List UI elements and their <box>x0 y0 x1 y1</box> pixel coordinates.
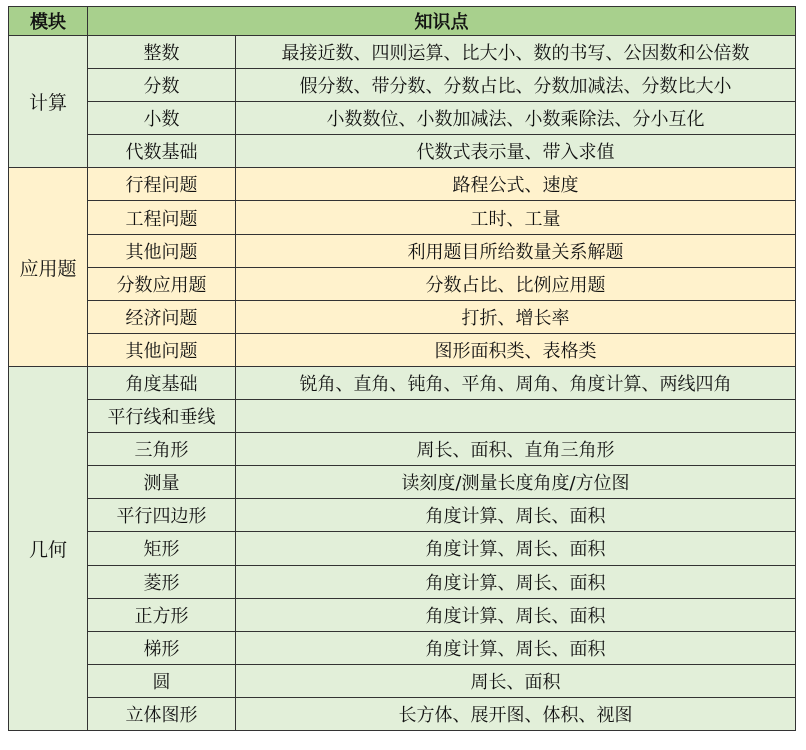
knowledge-cell: 角度计算、周长、面积 <box>236 598 796 631</box>
topic-cell: 菱形 <box>88 565 236 598</box>
knowledge-cell: 代数式表示量、带入求值 <box>236 135 796 168</box>
topic-cell: 分数 <box>88 69 236 102</box>
table-row <box>9 532 796 565</box>
table-row <box>9 300 796 333</box>
table-row <box>9 102 796 135</box>
header-row <box>9 7 796 36</box>
table-row <box>9 631 796 664</box>
topic-cell: 整数 <box>88 36 236 69</box>
knowledge-cell: 角度计算、周长、面积 <box>236 631 796 664</box>
table-row <box>9 168 796 201</box>
table-row <box>9 201 796 234</box>
knowledge-cell: 周长、面积、直角三角形 <box>236 433 796 466</box>
topic-cell: 角度基础 <box>88 366 236 399</box>
table-row <box>9 466 796 499</box>
knowledge-cell: 分数占比、比例应用题 <box>236 267 796 300</box>
header-knowledge: 知识点 <box>88 7 796 36</box>
knowledge-cell: 读刻度/测量长度角度/方位图 <box>236 466 796 499</box>
knowledge-cell: 假分数、带分数、分数占比、分数加减法、分数比大小 <box>236 69 796 102</box>
table-row <box>9 267 796 300</box>
topic-cell: 代数基础 <box>88 135 236 168</box>
table-row <box>9 400 796 433</box>
topic-cell: 圆 <box>88 664 236 697</box>
header-module: 模块 <box>9 7 88 36</box>
knowledge-cell: 图形面积类、表格类 <box>236 333 796 366</box>
table-row <box>9 499 796 532</box>
topic-cell: 测量 <box>88 466 236 499</box>
knowledge-cell: 周长、面积 <box>236 664 796 697</box>
topic-cell: 平行四边形 <box>88 499 236 532</box>
topic-cell: 立体图形 <box>88 697 236 730</box>
knowledge-cell: 路程公式、速度 <box>236 168 796 201</box>
topic-cell: 正方形 <box>88 598 236 631</box>
table-row <box>9 69 796 102</box>
knowledge-cell: 角度计算、周长、面积 <box>236 499 796 532</box>
topic-cell: 梯形 <box>88 631 236 664</box>
knowledge-cell <box>236 400 796 433</box>
topic-cell: 其他问题 <box>88 234 236 267</box>
knowledge-cell: 利用题目所给数量关系解题 <box>236 234 796 267</box>
knowledge-cell: 角度计算、周长、面积 <box>236 565 796 598</box>
topic-cell: 行程问题 <box>88 168 236 201</box>
table-row <box>9 333 796 366</box>
table-row <box>9 697 796 730</box>
knowledge-cell: 小数数位、小数加减法、小数乘除法、分小互化 <box>236 102 796 135</box>
knowledge-cell: 工时、工量 <box>236 201 796 234</box>
topic-cell: 经济问题 <box>88 300 236 333</box>
module-cell-application: 应用题 <box>9 168 88 367</box>
module-cell-geometry: 几何 <box>9 366 88 730</box>
table-row <box>9 565 796 598</box>
table-row <box>9 433 796 466</box>
knowledge-cell: 长方体、展开图、体积、视图 <box>236 697 796 730</box>
topic-cell: 矩形 <box>88 532 236 565</box>
table-row <box>9 135 796 168</box>
knowledge-cell: 最接近数、四则运算、比大小、数的书写、公因数和公倍数 <box>236 36 796 69</box>
table-row <box>9 366 796 399</box>
table-row <box>9 36 796 69</box>
topic-cell: 分数应用题 <box>88 267 236 300</box>
table-row <box>9 598 796 631</box>
knowledge-cell: 角度计算、周长、面积 <box>236 532 796 565</box>
topic-cell: 三角形 <box>88 433 236 466</box>
table-row <box>9 664 796 697</box>
module-cell-calc: 计算 <box>9 36 88 168</box>
knowledge-cell: 锐角、直角、钝角、平角、周角、角度计算、两线四角 <box>236 366 796 399</box>
table-row <box>9 234 796 267</box>
topic-cell: 工程问题 <box>88 201 236 234</box>
knowledge-cell: 打折、增长率 <box>236 300 796 333</box>
topic-cell: 小数 <box>88 102 236 135</box>
topic-cell: 其他问题 <box>88 333 236 366</box>
knowledge-table <box>8 6 796 731</box>
topic-cell: 平行线和垂线 <box>88 400 236 433</box>
